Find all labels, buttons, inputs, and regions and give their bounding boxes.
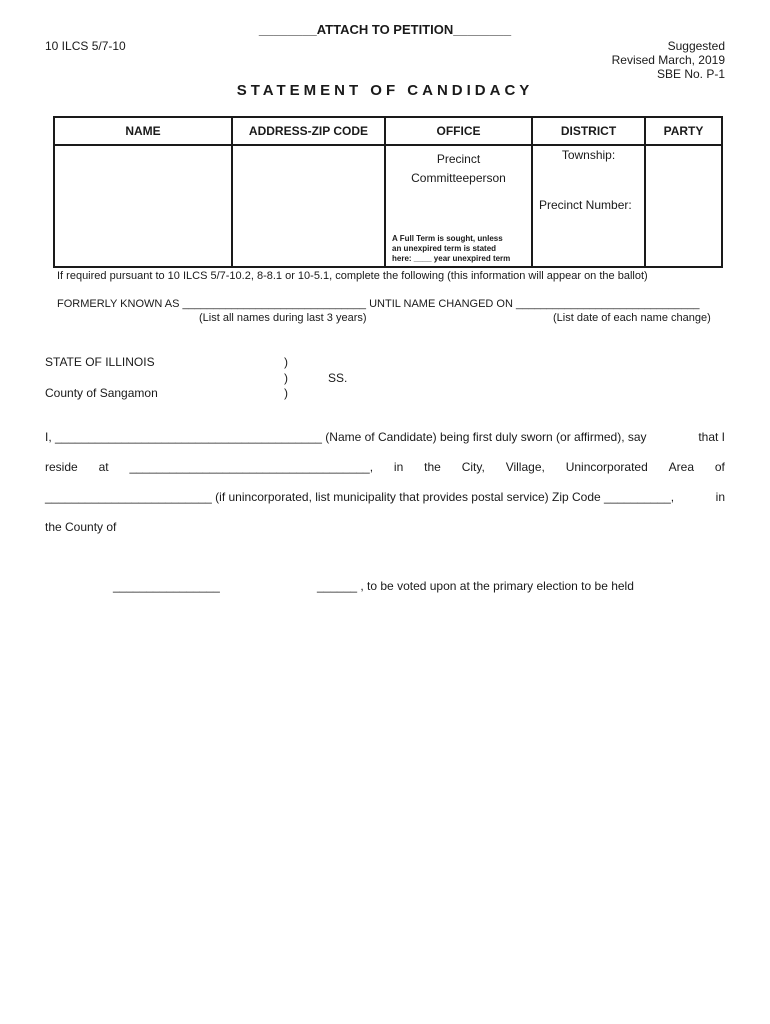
address-cell[interactable]: [232, 145, 385, 267]
oath-line-2[interactable]: reside at ____________________________________, in the City, Village, Unincorporated Area of: [45, 460, 725, 474]
form-number: SBE No. P-1: [656, 67, 725, 81]
office-precinct-label: Precinct: [436, 152, 481, 166]
precinct-number-label: Precinct Number:: [539, 198, 632, 212]
table-header-row: [54, 117, 722, 145]
oath-line-3[interactable]: _________________________ (if unincorporated, list municipality that provides postal service) Zip Code __________, in: [45, 490, 725, 504]
dates-hint: (List date of each name change): [553, 312, 711, 324]
party-cell[interactable]: [645, 145, 722, 267]
county-label: County of Sangamon: [45, 386, 158, 400]
candidate-table: [53, 116, 723, 268]
required-note: If required pursuant to 10 ILCS 5/7-10.2, 8-8.1 or 10-5.1, complete the following (this information will appear on the ballot): [57, 270, 648, 282]
header-address: ADDRESS-ZIP CODE: [232, 117, 385, 145]
names-hint: (List all names during last 3 years): [199, 312, 367, 324]
header-party: PARTY: [645, 117, 722, 145]
paren-3: ): [284, 386, 288, 400]
form-revision-block: [612, 39, 725, 81]
statute-reference: 10 ILCS 5/7-10: [45, 39, 126, 53]
full-term-note: A Full Term is sought, unless an unexpired term is stated here: ____ year unexpired term: [392, 234, 511, 263]
suggested-label: Suggested: [667, 39, 725, 53]
office-cell: [385, 145, 532, 267]
formerly-known-line[interactable]: FORMERLY KNOWN AS ______________________________ UNTIL NAME CHANGED ON ______________________________: [57, 298, 700, 310]
attach-to-petition-banner: ________ATTACH TO PETITION________: [258, 22, 512, 37]
page-title: STATEMENT OF CANDIDACY: [236, 82, 534, 99]
header-office: OFFICE: [385, 117, 532, 145]
primary-election-line[interactable]: ______ , to be voted upon at the primary election to be held: [317, 579, 634, 593]
table-row: [54, 145, 722, 267]
ss-label: SS.: [328, 371, 348, 385]
paren-2: ): [284, 371, 288, 385]
header-district: DISTRICT: [532, 117, 645, 145]
township-label: Township:: [561, 148, 616, 162]
office-committeeperson-label: Committeeperson: [411, 171, 506, 185]
paren-1: ): [284, 355, 288, 369]
blank-field-a[interactable]: ________________: [113, 579, 220, 593]
oath-line-1[interactable]: I, ________________________________________ (Name of Candidate) being first duly sworn (or affirmed), say that I: [45, 430, 725, 444]
revision-date: Revised March, 2019: [611, 53, 725, 67]
state-label: STATE OF ILLINOIS: [45, 355, 155, 369]
oath-line-4: the County of: [45, 520, 117, 534]
header-name: NAME: [54, 117, 232, 145]
district-cell[interactable]: [532, 145, 645, 267]
name-cell[interactable]: [54, 145, 232, 267]
